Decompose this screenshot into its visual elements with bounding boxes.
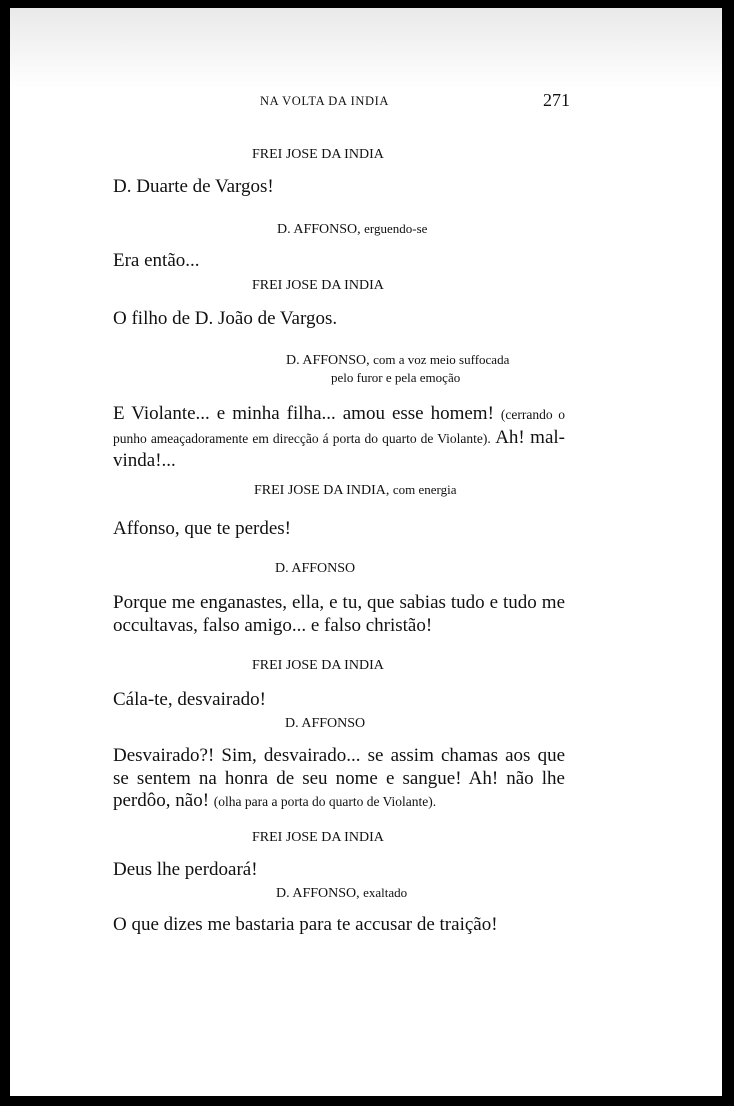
speaker-name: FREI JOSE DA INDIA <box>252 278 384 293</box>
speaker-heading <box>276 885 407 902</box>
dialogue-line: D. Duarte de Vargos! <box>113 176 274 197</box>
speaker-name: FREI JOSE DA INDIA <box>252 830 384 845</box>
stage-direction: (cerrando o punho ameaçadoramente em direcção á porta do quarto de Violante). <box>113 407 566 446</box>
dialogue-text: Desvairado?! Sim, desvairado... se assim chamas aos que se sentem na honra de seu nome e sangue! Ah! não lhe perdôo, não! <box>113 745 565 811</box>
dialogue-paragraph <box>113 745 565 814</box>
dialogue-line: Deus lhe perdoará! <box>113 859 258 880</box>
dialogue-paragraph: Porque me enganastes, ella, e tu, que sabias tudo e tudo me occultavas, falso amigo... e falso christão! <box>113 592 565 636</box>
speaker-name: FREI JOSE DA INDIA, <box>254 483 390 498</box>
speaker-heading <box>252 278 384 294</box>
dialogue-line: Cála-te, desvairado! <box>113 689 266 710</box>
page-shadow <box>10 8 722 88</box>
dialogue-text: E Violante... e minha filha... amou esse homem! <box>113 403 494 424</box>
book-page <box>10 8 722 1096</box>
speaker-heading <box>252 147 384 163</box>
speaker-heading <box>275 561 355 577</box>
stage-direction-continued <box>331 370 460 387</box>
stage-direction: erguendo-se <box>364 221 428 236</box>
dialogue-paragraph <box>113 403 565 473</box>
stage-direction: com a voz meio suffocada <box>373 352 510 367</box>
dialogue-line: O que dizes me bastaria para te accusar de traição! <box>113 914 498 935</box>
stage-direction: exaltado <box>363 885 408 900</box>
stage-direction: (olha para a porta do quarto de Violante). <box>213 794 437 809</box>
speaker-heading <box>277 221 427 238</box>
speaker-name: FREI JOSE DA INDIA <box>252 147 384 162</box>
speaker-heading <box>286 352 509 369</box>
page-header <box>10 90 722 114</box>
stage-direction: com energia <box>392 482 457 497</box>
stage-direction: pelo furor e pela emoção <box>331 370 461 385</box>
speaker-name: D. AFFONSO <box>285 716 366 731</box>
speaker-name: D. AFFONSO, <box>276 886 360 901</box>
speaker-heading <box>285 716 365 732</box>
speaker-heading <box>252 830 384 846</box>
speaker-name: FREI JOSE DA INDIA <box>252 658 384 673</box>
speaker-name: D. AFFONSO, <box>286 353 370 368</box>
speaker-heading <box>254 482 457 499</box>
speaker-heading <box>252 658 384 674</box>
speaker-name: D. AFFONSO <box>275 561 356 576</box>
dialogue-line: Era então... <box>113 250 200 271</box>
dialogue-text: Ah! mal-vinda!... <box>113 426 565 471</box>
running-head: NA VOLTA DA INDIA <box>260 94 389 108</box>
dialogue-line: Affonso, que te perdes! <box>113 518 291 539</box>
speaker-name: D. AFFONSO, <box>277 222 361 237</box>
page-number: 271 <box>543 90 570 110</box>
dialogue-line: O filho de D. João de Vargos. <box>113 308 338 329</box>
